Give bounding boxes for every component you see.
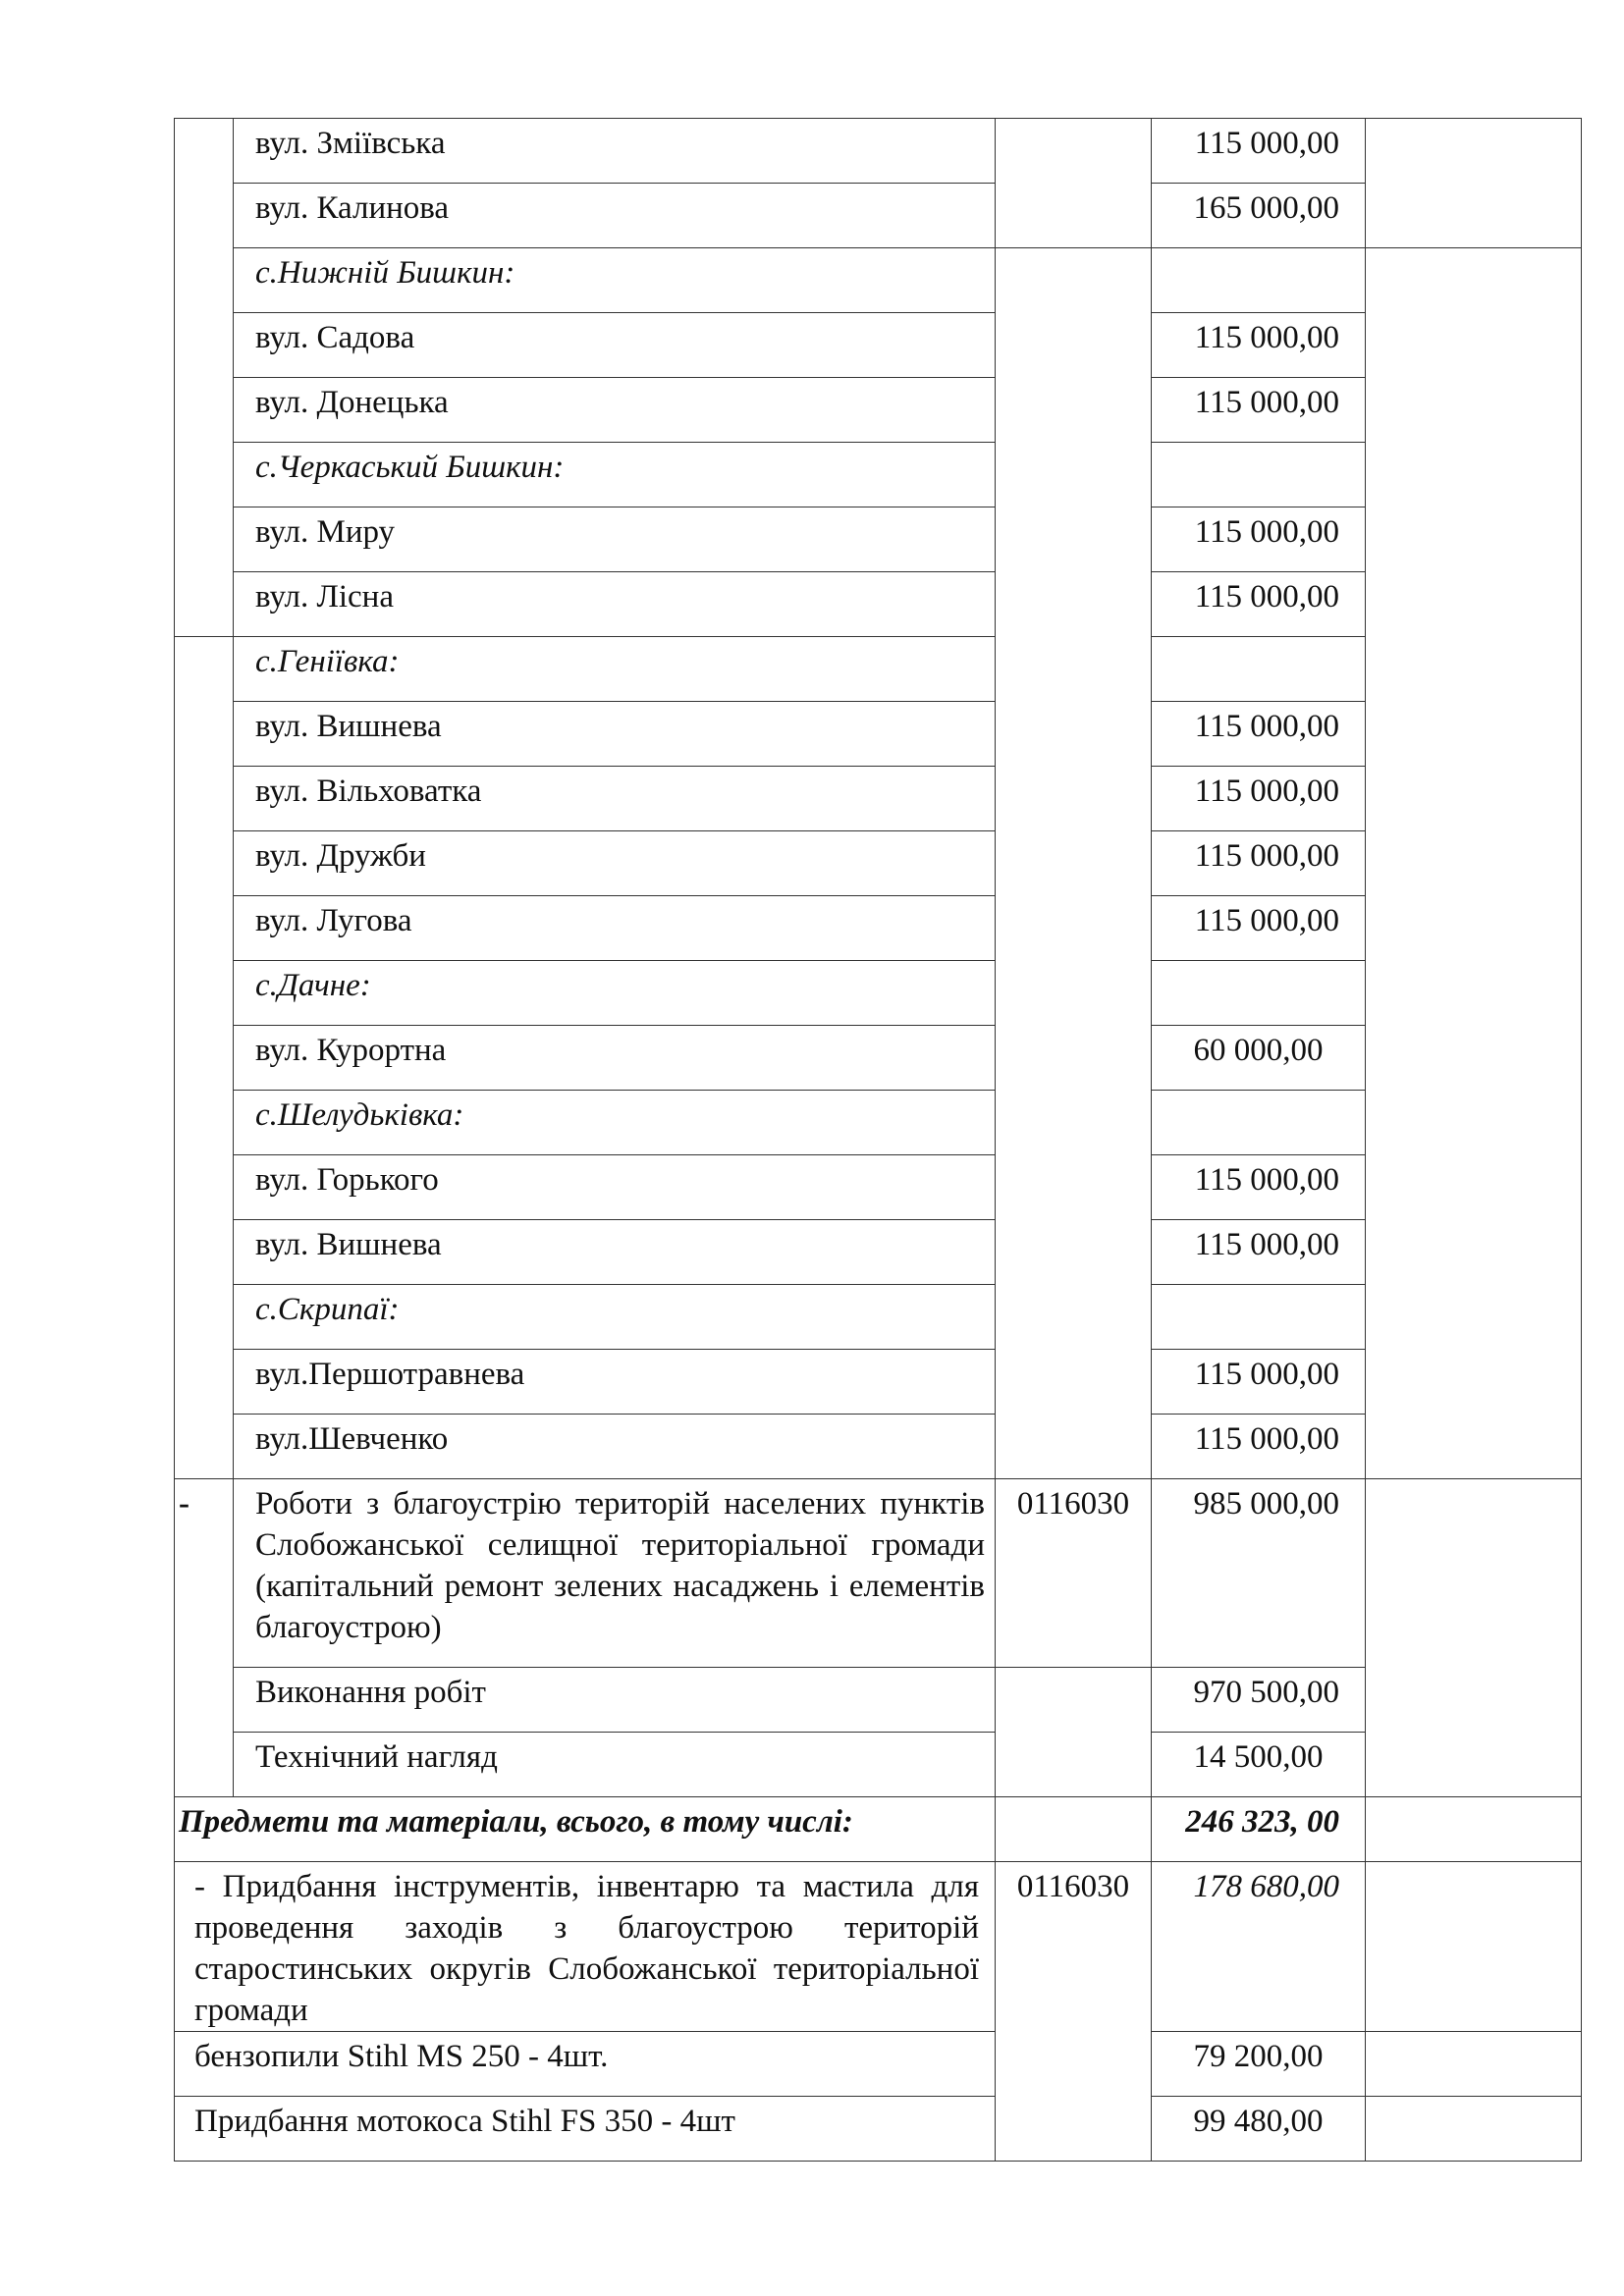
street-name: вул. Калинова — [234, 184, 996, 248]
note-cell — [1366, 119, 1582, 248]
item-name: Придбання мотокоса Stihl FS 350 - 4шт — [175, 2097, 996, 2162]
street-amount: 115 000,00 — [1152, 702, 1366, 767]
table-row — [175, 248, 1582, 313]
street-amount: 115 000,00 — [1152, 896, 1366, 961]
street-amount — [1152, 1091, 1366, 1155]
materials-amount: 246 323, 00 — [1152, 1797, 1366, 1862]
code-cell — [996, 1797, 1152, 1862]
street-amount: 115 000,00 — [1152, 313, 1366, 378]
budget-code: 0116030 — [996, 1479, 1152, 1668]
table-row — [175, 2097, 1582, 2162]
street-amount — [1152, 443, 1366, 507]
village-heading: с.Нижній Бишкин: — [234, 248, 996, 313]
work-name: Виконання робіт — [234, 1668, 996, 1733]
budget-table — [174, 118, 1582, 2162]
street-name: вул. Зміївська — [234, 119, 996, 184]
street-amount: 115 000,00 — [1152, 507, 1366, 572]
landscaping-amount: 985 000,00 — [1152, 1479, 1366, 1668]
street-amount: 115 000,00 — [1152, 119, 1366, 184]
code-cell — [996, 119, 1152, 248]
street-name: вул.Шевченко — [234, 1415, 996, 1479]
marker-cell — [175, 637, 234, 1479]
street-name: вул. Донецька — [234, 378, 996, 443]
note-cell — [1366, 1479, 1582, 1797]
street-amount: 115 000,00 — [1152, 1415, 1366, 1479]
purchase-name: - Придбання інструментів, інвентарю та мастила для проведення заходів з благоустрою територій старостинських округів Слобожанської територіальної громади — [175, 1862, 996, 2032]
street-name: вул. Дружби — [234, 831, 996, 896]
street-name: вул. Курортна — [234, 1026, 996, 1091]
street-amount: 60 000,00 — [1152, 1026, 1366, 1091]
note-cell — [1366, 2032, 1582, 2097]
note-cell — [1366, 2097, 1582, 2162]
street-amount: 115 000,00 — [1152, 1220, 1366, 1285]
street-name: вул. Вільховатка — [234, 767, 996, 831]
note-cell — [1366, 1797, 1582, 1862]
street-amount: 115 000,00 — [1152, 767, 1366, 831]
code-cell — [996, 1668, 1152, 1797]
code-cell — [996, 248, 1152, 1479]
item-amount: 79 200,00 — [1152, 2032, 1366, 2097]
street-amount — [1152, 637, 1366, 702]
street-name: вул. Горького — [234, 1155, 996, 1220]
village-heading: с.Геніївка: — [234, 637, 996, 702]
village-heading: с.Дачне: — [234, 961, 996, 1026]
note-cell — [1366, 248, 1582, 1479]
street-amount: 115 000,00 — [1152, 831, 1366, 896]
village-heading: с.Шелудьківка: — [234, 1091, 996, 1155]
street-name: вул. Вишнева — [234, 702, 996, 767]
supervision-amount: 14 500,00 — [1152, 1733, 1366, 1797]
street-name: вул. Лісна — [234, 572, 996, 637]
supervision-name: Технічний нагляд — [234, 1733, 996, 1797]
street-name: вул. Лугова — [234, 896, 996, 961]
street-amount — [1152, 1285, 1366, 1350]
village-heading: с.Черкаський Бишкин: — [234, 443, 996, 507]
table-row — [175, 1479, 1582, 1668]
street-name: вул. Садова — [234, 313, 996, 378]
budget-code: 0116030 — [996, 1862, 1152, 2162]
street-amount: 115 000,00 — [1152, 1155, 1366, 1220]
street-amount: 115 000,00 — [1152, 572, 1366, 637]
note-cell — [1366, 1862, 1582, 2032]
street-name: вул. Вишнева — [234, 1220, 996, 1285]
village-heading: с.Скрипаї: — [234, 1285, 996, 1350]
street-amount: 165 000,00 — [1152, 184, 1366, 248]
materials-title: Предмети та матеріали, всього, в тому числі: — [175, 1797, 996, 1862]
table-row — [175, 1862, 1582, 2032]
street-amount — [1152, 248, 1366, 313]
item-name: бензопили Stihl MS 250 - 4шт. — [175, 2032, 996, 2097]
item-amount: 99 480,00 — [1152, 2097, 1366, 2162]
street-name: вул.Першотравнева — [234, 1350, 996, 1415]
table-row — [175, 119, 1582, 184]
dash-marker: - — [175, 1479, 234, 1797]
table-row — [175, 1797, 1582, 1862]
purchase-amount: 178 680,00 — [1152, 1862, 1366, 2032]
street-amount: 115 000,00 — [1152, 378, 1366, 443]
street-name: вул. Миру — [234, 507, 996, 572]
marker-cell — [175, 119, 234, 637]
street-amount — [1152, 961, 1366, 1026]
work-amount: 970 500,00 — [1152, 1668, 1366, 1733]
landscaping-name: Роботи з благоустрію територій населених пунктів Слобожанської селищної територіальної громади (капітальний ремонт зелених насаджень і елементів благоустрою) — [234, 1479, 996, 1668]
street-amount: 115 000,00 — [1152, 1350, 1366, 1415]
table-row — [175, 2032, 1582, 2097]
